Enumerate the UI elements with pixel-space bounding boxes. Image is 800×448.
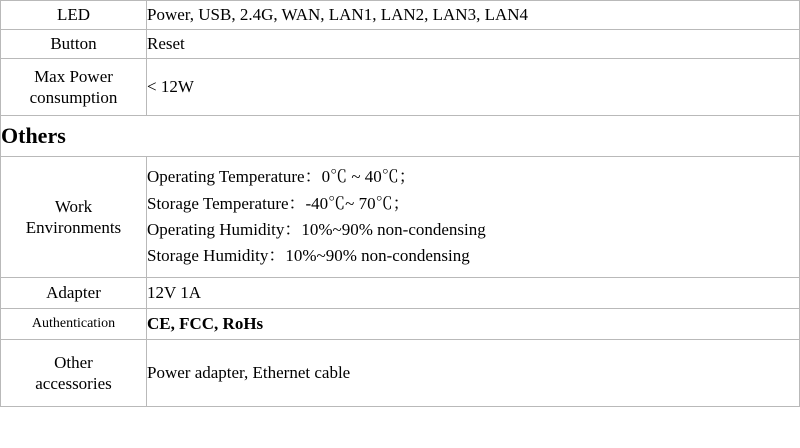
row-value-led: Power, USB, 2.4G, WAN, LAN1, LAN2, LAN3, LAN4 bbox=[147, 1, 800, 30]
table-row bbox=[1, 309, 800, 340]
work-env-line-operating-temperature: Operating Temperature：0℃ ~ 40℃； bbox=[147, 167, 416, 187]
row-value-work-environments bbox=[147, 157, 800, 278]
section-heading-others: Others bbox=[1, 116, 800, 157]
row-value-max-power-consumption: < 12W bbox=[147, 59, 800, 116]
row-label-line1: Work bbox=[54, 196, 93, 216]
row-label-line2: Environments bbox=[25, 218, 122, 237]
row-label-work-environments bbox=[1, 157, 147, 278]
row-value-adapter: 12V 1A bbox=[147, 278, 800, 309]
row-label-adapter: Adapter bbox=[1, 278, 147, 309]
table-row bbox=[1, 1, 800, 30]
row-label-other-accessories bbox=[1, 340, 147, 407]
row-label-led: LED bbox=[1, 1, 147, 30]
row-value-other-accessories: Power adapter, Ethernet cable bbox=[147, 340, 800, 407]
row-label-line2: consumption bbox=[29, 88, 118, 107]
work-env-line-storage-humidity: Storage Humidity：10%~90% non-condensing bbox=[147, 246, 470, 266]
table-row bbox=[1, 59, 800, 116]
work-env-line-operating-humidity: Operating Humidity：10%~90% non-condensing bbox=[147, 220, 486, 239]
row-label-authentication: Authentication bbox=[1, 309, 147, 340]
row-value-authentication: CE, FCC, RoHs bbox=[147, 309, 800, 340]
row-label-line1: Other bbox=[54, 352, 93, 372]
table-row bbox=[1, 340, 800, 407]
row-label-line1: Max Power bbox=[34, 66, 113, 86]
work-env-line-storage-temperature: Storage Temperature：-40℃~ 70℃； bbox=[147, 193, 410, 213]
table-row bbox=[1, 157, 800, 278]
row-label-line2: accessories bbox=[35, 374, 112, 393]
row-label-max-power-consumption bbox=[1, 59, 147, 116]
section-heading-row bbox=[1, 116, 800, 157]
row-value-button: Reset bbox=[147, 30, 800, 59]
table-row bbox=[1, 30, 800, 59]
row-label-button: Button bbox=[1, 30, 147, 59]
table-row bbox=[1, 278, 800, 309]
